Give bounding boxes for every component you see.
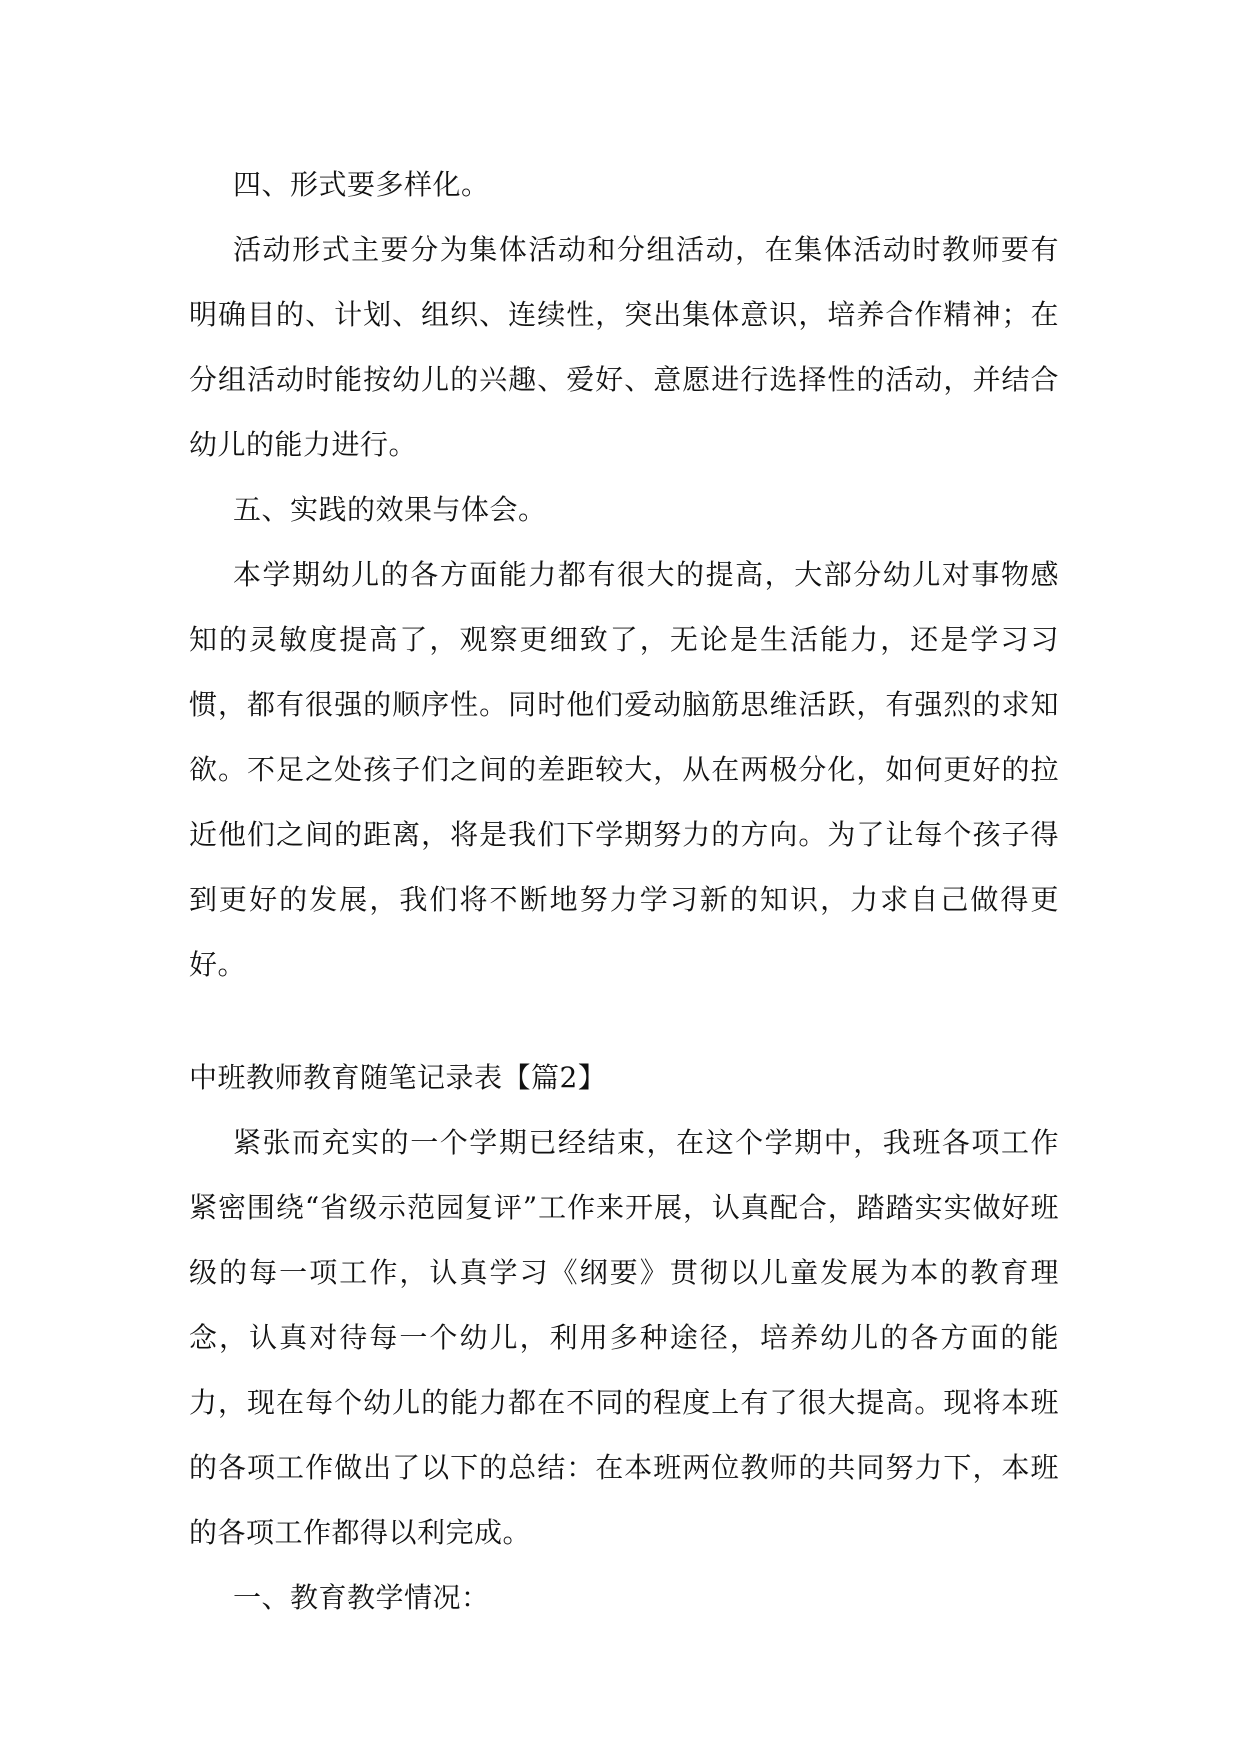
document-body xyxy=(189,152,1059,1630)
section-heading-teaching: 一、教育教学情况： xyxy=(233,1581,490,1614)
paragraph-practice-effects: 本学期幼儿的各方面能力都有很大的提高，大部分幼儿对事物感知的灵敏度提高了，观察更细致了，无论是生活能力，还是学习习惯，都有很强的顺序性。同时他们爱动脑筋思维活跃，有强烈的求知欲。不足之处孩子们之间的差距较大，从在两极分化，如何更好的拉近他们之间的距离，将是我们下学期努力的方向。为了让每个孩子得到更好的发展，我们将不断地努力学习新的知识，力求自己做得更好。 xyxy=(189,558,1059,981)
section-heading-effects: 五、实践的效果与体会。 xyxy=(233,493,547,526)
article-title-part2: 中班教师教育随笔记录表【篇2】 xyxy=(189,1061,607,1094)
section-heading-forms: 四、形式要多样化。 xyxy=(233,168,490,201)
paragraph-activity-forms: 活动形式主要分为集体活动和分组活动，在集体活动时教师要有明确目的、计划、组织、连续性，突出集体意识，培养合作精神；在分组活动时能按幼儿的兴趣、爱好、意愿进行选择性的活动，并结合幼儿的能力进行。 xyxy=(189,233,1059,461)
paragraph-semester-summary: 紧张而充实的一个学期已经结束，在这个学期中，我班各项工作紧密围绕“省级示范园复评”工作来开展，认真配合，踏踏实实做好班级的每一项工作，认真学习《纲要》贯彻以儿童发展为本的教育理念，认真对待每一个幼儿，利用多种途径，培养幼儿的各方面的能力，现在每个幼儿的能力都在不同的程度上有了很大提高。现将本班的各项工作做出了以下的总结：在本班两位教师的共同努力下，本班的各项工作都得以利完成。 xyxy=(189,1126,1059,1549)
